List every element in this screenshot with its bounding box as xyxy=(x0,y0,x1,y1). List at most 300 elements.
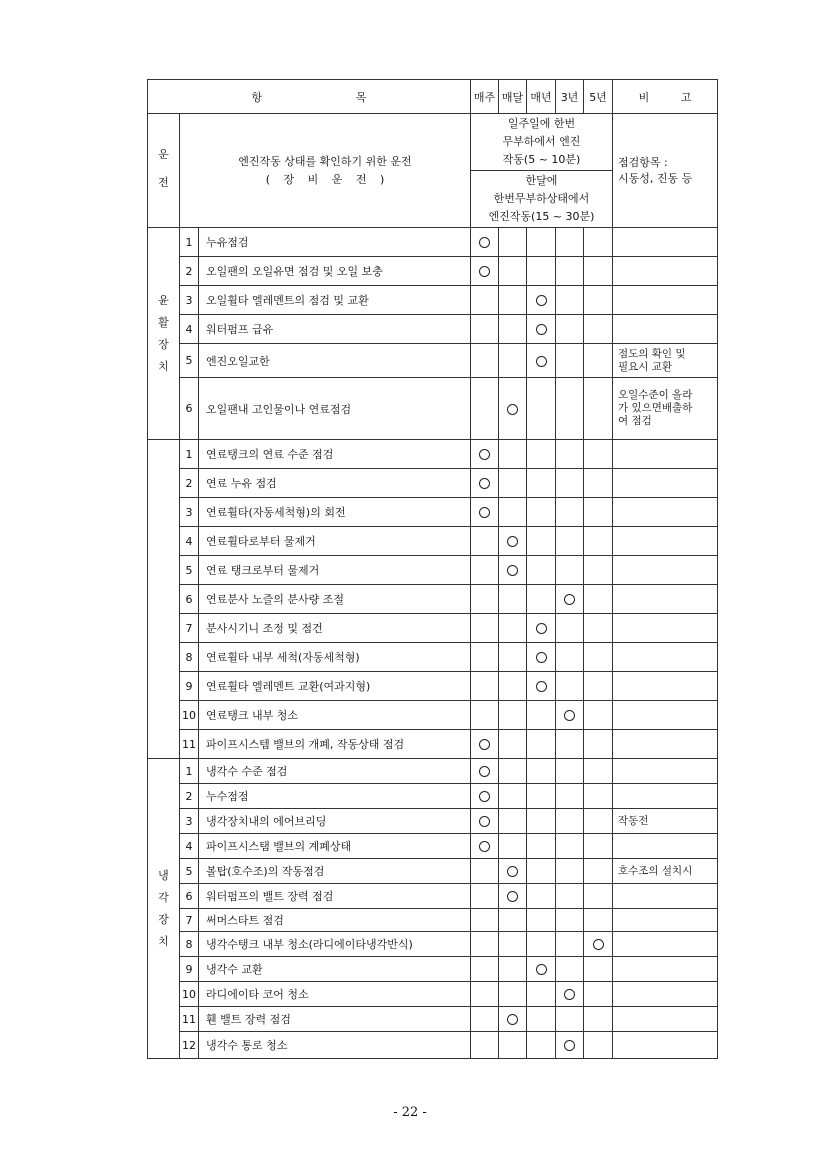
row-item: 연료휠타 엘레멘트 교환(여과지형) xyxy=(199,672,471,701)
mark-cell-three-years xyxy=(556,784,584,809)
row-number: 2 xyxy=(180,784,199,809)
mark-cell-five-years xyxy=(584,859,613,884)
mark-cell-weekly xyxy=(471,585,499,614)
row-remark xyxy=(613,759,718,784)
mark-cell-weekly xyxy=(471,228,499,257)
circle-icon xyxy=(564,710,575,721)
operation-item-line1: 엔진작동 상태를 확인하기 위한 운전 xyxy=(238,154,412,168)
mark-cell-five-years xyxy=(584,759,613,784)
row-number: 2 xyxy=(180,469,199,498)
operation-item-line2: ( 장 비 운 전 ) xyxy=(265,172,385,186)
row-item: 연료탱크의 연료 수준 점검 xyxy=(199,440,471,469)
circle-icon xyxy=(479,478,490,489)
mark-cell-three-years xyxy=(556,344,584,378)
operation-remark: 점검항목 : 시동성, 진동 등 xyxy=(613,114,718,228)
mark-cell-yearly xyxy=(527,614,556,643)
mark-cell-yearly xyxy=(527,730,556,759)
row-item: 연료 탱크로부터 물제거 xyxy=(199,556,471,585)
table-row xyxy=(148,440,718,469)
row-item: 냉각장치내의 에어브리딩 xyxy=(199,809,471,834)
row-item: 연료분사 노즐의 분사량 조절 xyxy=(199,585,471,614)
table-row xyxy=(148,784,718,809)
mark-cell-five-years xyxy=(584,784,613,809)
mark-cell-monthly xyxy=(499,884,527,909)
row-number: 6 xyxy=(180,585,199,614)
row-number: 12 xyxy=(180,1032,199,1059)
mark-cell-five-years xyxy=(584,672,613,701)
mark-cell-five-years xyxy=(584,932,613,957)
row-number: 5 xyxy=(180,859,199,884)
row-item: 냉각수탱크 내부 청소(라디에이타냉각반식) xyxy=(199,932,471,957)
circle-icon xyxy=(536,324,547,335)
circle-icon xyxy=(507,891,518,902)
row-remark xyxy=(613,228,718,257)
row-item: 누유점검 xyxy=(199,228,471,257)
mark-cell-five-years xyxy=(584,982,613,1007)
mark-cell-yearly xyxy=(527,809,556,834)
header-yearly: 매년 xyxy=(527,80,556,114)
mark-cell-yearly xyxy=(527,932,556,957)
mark-cell-monthly xyxy=(499,859,527,884)
mark-cell-three-years xyxy=(556,556,584,585)
table-row xyxy=(148,315,718,344)
mark-cell-weekly xyxy=(471,957,499,982)
row-number: 1 xyxy=(180,759,199,784)
circle-icon xyxy=(479,791,490,802)
mark-cell-yearly xyxy=(527,957,556,982)
row-remark xyxy=(613,957,718,982)
mark-cell-monthly xyxy=(499,982,527,1007)
circle-icon xyxy=(479,507,490,518)
row-remark: 호수조의 설치시 xyxy=(613,859,718,884)
mark-cell-monthly xyxy=(499,1007,527,1032)
mark-cell-yearly xyxy=(527,1032,556,1059)
mark-cell-five-years xyxy=(584,909,613,932)
mark-cell-five-years xyxy=(584,378,613,440)
circle-icon xyxy=(479,766,490,777)
mark-cell-three-years xyxy=(556,809,584,834)
row-number: 5 xyxy=(180,344,199,378)
row-remark: 오일수준이 올라 가 있으면배출하 여 점검 xyxy=(613,378,718,440)
mark-cell-yearly xyxy=(527,469,556,498)
mark-cell-weekly xyxy=(471,730,499,759)
row-item: 냉각수 교환 xyxy=(199,957,471,982)
mark-cell-weekly xyxy=(471,784,499,809)
table-row xyxy=(148,643,718,672)
mark-cell-monthly xyxy=(499,440,527,469)
table-row xyxy=(148,556,718,585)
mark-cell-three-years xyxy=(556,257,584,286)
row-remark xyxy=(613,585,718,614)
mark-cell-monthly xyxy=(499,257,527,286)
mark-cell-monthly xyxy=(499,286,527,315)
mark-cell-yearly xyxy=(527,909,556,932)
row-remark xyxy=(613,440,718,469)
mark-cell-yearly xyxy=(527,643,556,672)
row-item: 냉각수 통로 청소 xyxy=(199,1032,471,1059)
operation-item xyxy=(180,114,471,228)
row-remark xyxy=(613,1007,718,1032)
mark-cell-yearly xyxy=(527,315,556,344)
mark-cell-yearly xyxy=(527,228,556,257)
mark-cell-five-years xyxy=(584,957,613,982)
table-row xyxy=(148,469,718,498)
circle-icon xyxy=(536,964,547,975)
mark-cell-weekly xyxy=(471,859,499,884)
mark-cell-five-years xyxy=(584,469,613,498)
row-item: 연료휠타로부터 물제거 xyxy=(199,527,471,556)
table-row xyxy=(148,344,718,378)
mark-cell-monthly xyxy=(499,672,527,701)
header-weekly: 매주 xyxy=(471,80,499,114)
row-number: 10 xyxy=(180,701,199,730)
table-row xyxy=(148,498,718,527)
row-item: 오일휠타 엘레멘트의 점검 및 교환 xyxy=(199,286,471,315)
mark-cell-weekly xyxy=(471,498,499,527)
mark-cell-weekly xyxy=(471,884,499,909)
mark-cell-monthly xyxy=(499,809,527,834)
mark-cell-monthly xyxy=(499,228,527,257)
mark-cell-three-years xyxy=(556,1007,584,1032)
row-item: 파이프시스템 밸브의 개폐, 작동상태 점검 xyxy=(199,730,471,759)
mark-cell-monthly xyxy=(499,527,527,556)
row-remark: 점도의 확인 및 필요시 교환 xyxy=(613,344,718,378)
row-remark xyxy=(613,498,718,527)
table-row xyxy=(148,1032,718,1059)
mark-cell-monthly xyxy=(499,909,527,932)
mark-cell-yearly xyxy=(527,585,556,614)
row-item: 써머스타트 점검 xyxy=(199,909,471,932)
mark-cell-weekly xyxy=(471,469,499,498)
mark-cell-yearly xyxy=(527,982,556,1007)
table-row xyxy=(148,1007,718,1032)
mark-cell-weekly xyxy=(471,1032,499,1059)
mark-cell-three-years xyxy=(556,440,584,469)
mark-cell-weekly xyxy=(471,759,499,784)
mark-cell-yearly xyxy=(527,834,556,859)
row-number: 1 xyxy=(180,228,199,257)
row-item: 냉각수 수준 점검 xyxy=(199,759,471,784)
row-item: 연료휠타 내부 세척(자동세척형) xyxy=(199,643,471,672)
mark-cell-five-years xyxy=(584,730,613,759)
mark-cell-weekly xyxy=(471,643,499,672)
row-number: 6 xyxy=(180,884,199,909)
section-category-label: 윤 활 장 치 xyxy=(158,293,169,373)
mark-cell-yearly xyxy=(527,498,556,527)
row-number: 10 xyxy=(180,982,199,1007)
section-category xyxy=(148,440,180,759)
header-item: 항 목 xyxy=(148,80,471,114)
row-number: 9 xyxy=(180,957,199,982)
table-row xyxy=(148,834,718,859)
row-remark xyxy=(613,614,718,643)
mark-cell-three-years xyxy=(556,909,584,932)
row-item: 연료휠타(자동세척형)의 회전 xyxy=(199,498,471,527)
circle-icon xyxy=(593,939,604,950)
row-number: 8 xyxy=(180,932,199,957)
row-remark xyxy=(613,1032,718,1059)
row-item: 워터펌프의 밸트 장력 점검 xyxy=(199,884,471,909)
mark-cell-monthly xyxy=(499,614,527,643)
mark-cell-three-years xyxy=(556,672,584,701)
circle-icon xyxy=(536,356,547,367)
mark-cell-monthly xyxy=(499,585,527,614)
row-item: 엔진오일교한 xyxy=(199,344,471,378)
circle-icon xyxy=(507,536,518,547)
mark-cell-three-years xyxy=(556,527,584,556)
mark-cell-monthly xyxy=(499,556,527,585)
row-number: 4 xyxy=(180,315,199,344)
mark-cell-monthly xyxy=(499,759,527,784)
mark-cell-monthly xyxy=(499,469,527,498)
row-number: 4 xyxy=(180,527,199,556)
table-row xyxy=(148,730,718,759)
row-number: 11 xyxy=(180,1007,199,1032)
row-item: 오일팬의 오일유면 점검 및 오일 보충 xyxy=(199,257,471,286)
row-item: 누수점점 xyxy=(199,784,471,809)
mark-cell-monthly xyxy=(499,498,527,527)
mark-cell-three-years xyxy=(556,228,584,257)
row-remark xyxy=(613,527,718,556)
row-remark xyxy=(613,643,718,672)
mark-cell-five-years xyxy=(584,1007,613,1032)
circle-icon xyxy=(564,1040,575,1051)
row-remark xyxy=(613,469,718,498)
row-item: 휀 밸트 장력 점검 xyxy=(199,1007,471,1032)
mark-cell-monthly xyxy=(499,643,527,672)
row-number: 3 xyxy=(180,286,199,315)
row-remark xyxy=(613,834,718,859)
mark-cell-five-years xyxy=(584,834,613,859)
mark-cell-weekly xyxy=(471,556,499,585)
row-remark xyxy=(613,701,718,730)
mark-cell-yearly xyxy=(527,440,556,469)
circle-icon xyxy=(564,594,575,605)
mark-cell-three-years xyxy=(556,614,584,643)
row-number: 3 xyxy=(180,498,199,527)
mark-cell-three-years xyxy=(556,932,584,957)
row-number: 2 xyxy=(180,257,199,286)
table-row xyxy=(148,614,718,643)
row-number: 6 xyxy=(180,378,199,440)
mark-cell-weekly xyxy=(471,378,499,440)
mark-cell-three-years xyxy=(556,884,584,909)
circle-icon xyxy=(507,1014,518,1025)
mark-cell-three-years xyxy=(556,585,584,614)
mark-cell-three-years xyxy=(556,834,584,859)
mark-cell-monthly xyxy=(499,315,527,344)
row-number: 8 xyxy=(180,643,199,672)
mark-cell-five-years xyxy=(584,585,613,614)
mark-cell-weekly xyxy=(471,809,499,834)
mark-cell-weekly xyxy=(471,1007,499,1032)
mark-cell-three-years xyxy=(556,982,584,1007)
circle-icon xyxy=(536,681,547,692)
mark-cell-five-years xyxy=(584,344,613,378)
mark-cell-three-years xyxy=(556,286,584,315)
table-row xyxy=(148,585,718,614)
row-item: 워터펌프 급유 xyxy=(199,315,471,344)
table-row xyxy=(148,759,718,784)
mark-cell-five-years xyxy=(584,315,613,344)
mark-cell-weekly xyxy=(471,701,499,730)
row-item: 볼탑(호수조)의 작동점검 xyxy=(199,859,471,884)
table-row xyxy=(148,672,718,701)
mark-cell-weekly xyxy=(471,834,499,859)
mark-cell-five-years xyxy=(584,701,613,730)
row-remark xyxy=(613,286,718,315)
mark-cell-monthly xyxy=(499,701,527,730)
mark-cell-monthly xyxy=(499,344,527,378)
table-row xyxy=(148,378,718,440)
header-remarks: 비 고 xyxy=(613,80,718,114)
row-item: 연료 누유 점검 xyxy=(199,469,471,498)
mark-cell-three-years xyxy=(556,1032,584,1059)
row-remark: 작동전 xyxy=(613,809,718,834)
mark-cell-weekly xyxy=(471,932,499,957)
circle-icon xyxy=(507,404,518,415)
circle-icon xyxy=(507,866,518,877)
row-item: 라디에이타 코어 청소 xyxy=(199,982,471,1007)
header-monthly: 매달 xyxy=(499,80,527,114)
header-three-years: 3년 xyxy=(556,80,584,114)
operation-weekly-text: 일주일에 한번 무부하에서 엔진 작동(5 ~ 10분) xyxy=(471,114,612,171)
mark-cell-weekly xyxy=(471,315,499,344)
mark-cell-five-years xyxy=(584,257,613,286)
mark-cell-three-years xyxy=(556,498,584,527)
table-row xyxy=(148,884,718,909)
circle-icon xyxy=(479,841,490,852)
mark-cell-weekly xyxy=(471,982,499,1007)
mark-cell-monthly xyxy=(499,730,527,759)
mark-cell-weekly xyxy=(471,614,499,643)
table-row xyxy=(148,957,718,982)
mark-cell-yearly xyxy=(527,1007,556,1032)
row-remark xyxy=(613,315,718,344)
mark-cell-three-years xyxy=(556,469,584,498)
circle-icon xyxy=(479,739,490,750)
mark-cell-yearly xyxy=(527,556,556,585)
table-row xyxy=(148,859,718,884)
circle-icon xyxy=(479,449,490,460)
page-number: - 22 - xyxy=(393,1105,427,1120)
mark-cell-weekly xyxy=(471,286,499,315)
row-remark xyxy=(613,932,718,957)
mark-cell-three-years xyxy=(556,730,584,759)
mark-cell-yearly xyxy=(527,672,556,701)
mark-cell-weekly xyxy=(471,344,499,378)
table-row xyxy=(148,701,718,730)
table-row xyxy=(148,809,718,834)
mark-cell-three-years xyxy=(556,315,584,344)
row-remark xyxy=(613,884,718,909)
mark-cell-five-years xyxy=(584,643,613,672)
mark-cell-weekly xyxy=(471,527,499,556)
mark-cell-yearly xyxy=(527,884,556,909)
mark-cell-yearly xyxy=(527,527,556,556)
mark-cell-three-years xyxy=(556,701,584,730)
mark-cell-monthly xyxy=(499,957,527,982)
mark-cell-three-years xyxy=(556,759,584,784)
mark-cell-five-years xyxy=(584,556,613,585)
mark-cell-five-years xyxy=(584,1032,613,1059)
row-number: 1 xyxy=(180,440,199,469)
mark-cell-weekly xyxy=(471,440,499,469)
circle-icon xyxy=(507,565,518,576)
row-item: 연료탱크 내부 청소 xyxy=(199,701,471,730)
row-remark xyxy=(613,556,718,585)
row-remark xyxy=(613,982,718,1007)
mark-cell-five-years xyxy=(584,527,613,556)
row-remark xyxy=(613,257,718,286)
mark-cell-monthly xyxy=(499,784,527,809)
mark-cell-five-years xyxy=(584,884,613,909)
circle-icon xyxy=(479,816,490,827)
row-remark xyxy=(613,672,718,701)
row-remark xyxy=(613,730,718,759)
mark-cell-weekly xyxy=(471,672,499,701)
mark-cell-monthly xyxy=(499,1032,527,1059)
operation-monthly-text: 한달에 한번무부하상태에서 엔진작동(15 ~ 30분) xyxy=(488,174,595,223)
section-category-label: 냉 각 장 치 xyxy=(158,868,169,948)
row-number: 9 xyxy=(180,672,199,701)
mark-cell-yearly xyxy=(527,378,556,440)
mark-cell-monthly xyxy=(499,932,527,957)
mark-cell-five-years xyxy=(584,228,613,257)
row-item: 오일팬내 고인물이나 연료점검 xyxy=(199,378,471,440)
mark-cell-monthly xyxy=(499,834,527,859)
mark-cell-weekly xyxy=(471,257,499,286)
mark-cell-three-years xyxy=(556,957,584,982)
header-five-years: 5년 xyxy=(584,80,613,114)
circle-icon xyxy=(479,266,490,277)
row-item: 분사시기니 조정 및 점건 xyxy=(199,614,471,643)
mark-cell-monthly xyxy=(499,378,527,440)
table-row xyxy=(148,527,718,556)
row-remark xyxy=(613,909,718,932)
row-remark xyxy=(613,784,718,809)
circle-icon xyxy=(536,652,547,663)
mark-cell-five-years xyxy=(584,614,613,643)
maintenance-table xyxy=(147,79,718,1059)
table-row xyxy=(148,932,718,957)
mark-cell-three-years xyxy=(556,378,584,440)
circle-icon xyxy=(536,295,547,306)
table-row xyxy=(148,228,718,257)
mark-cell-three-years xyxy=(556,643,584,672)
mark-cell-weekly xyxy=(471,909,499,932)
mark-cell-five-years xyxy=(584,498,613,527)
row-number: 11 xyxy=(180,730,199,759)
operation-category: 운 전 xyxy=(148,114,180,228)
row-number: 7 xyxy=(180,909,199,932)
mark-cell-yearly xyxy=(527,784,556,809)
operation-frequency xyxy=(471,114,613,228)
table-row xyxy=(148,286,718,315)
row-item: 파이프시스탬 밸브의 계폐상태 xyxy=(199,834,471,859)
row-number: 3 xyxy=(180,809,199,834)
mark-cell-three-years xyxy=(556,859,584,884)
table-row xyxy=(148,909,718,932)
row-number: 7 xyxy=(180,614,199,643)
mark-cell-five-years xyxy=(584,286,613,315)
circle-icon xyxy=(536,623,547,634)
mark-cell-yearly xyxy=(527,759,556,784)
header-row xyxy=(148,80,718,114)
mark-cell-yearly xyxy=(527,286,556,315)
row-number: 4 xyxy=(180,834,199,859)
mark-cell-five-years xyxy=(584,809,613,834)
